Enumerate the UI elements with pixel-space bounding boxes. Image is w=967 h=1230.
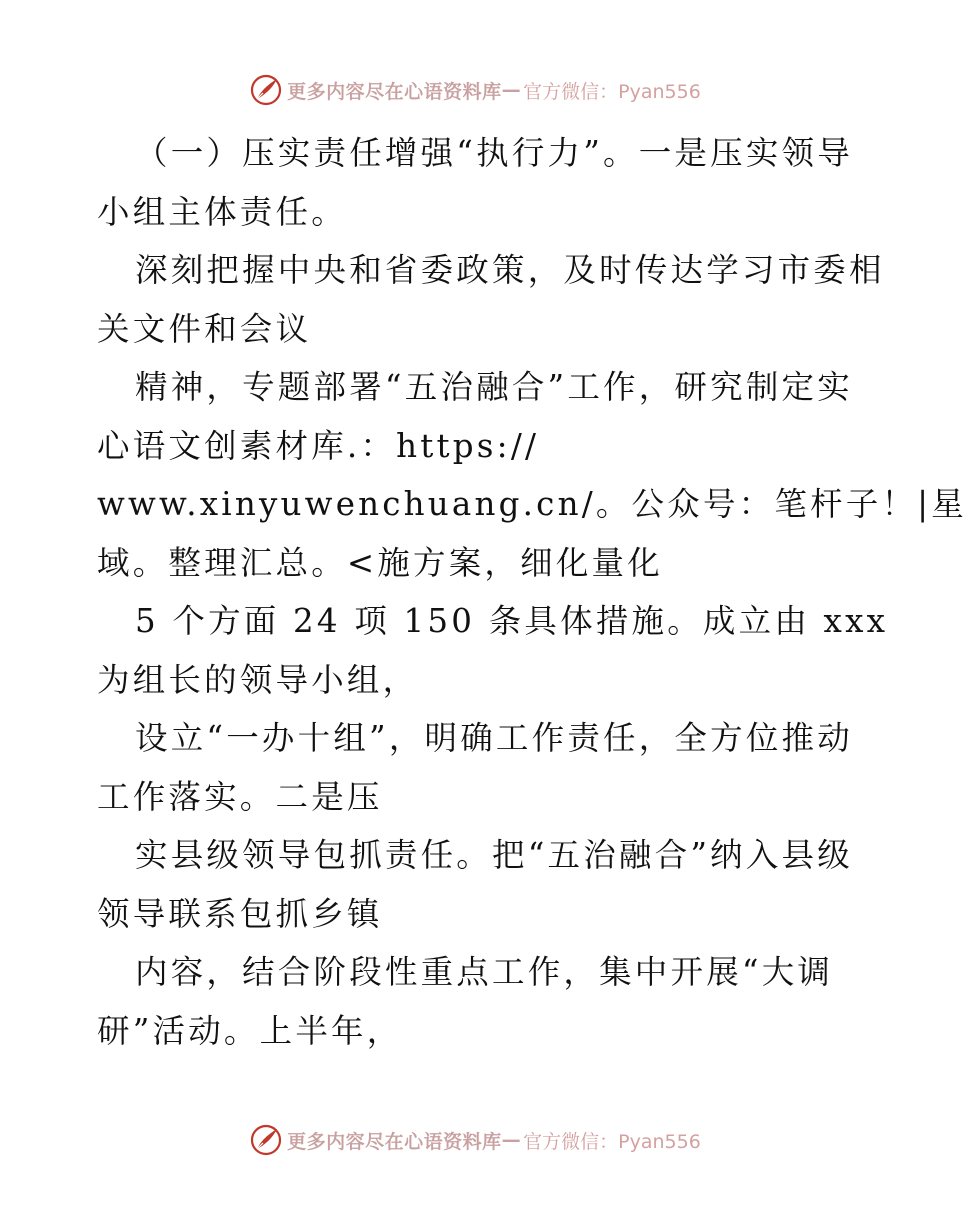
paragraph-line: www.xinyuwenchuang.cn/。公众号：笔杆子！|星 [97,485,967,523]
watermark-wechat: 官方微信：Pyan556 [523,80,701,103]
paragraph-line: 内容，结合阶段性重点工作，集中开展“大调 [135,953,834,991]
paragraph-line: 工作落实。二是压 [97,777,383,816]
paragraph-line: 心语文创素材库.：https:// [97,426,540,465]
paragraph-line: 领导联系包抓乡镇 [97,894,383,933]
watermark-wechat: 官方微信：Pyan556 [523,1130,701,1153]
paragraph-line: 域。整理汇总。<施方案，细化量化 [97,543,663,582]
watermark-dash: — [501,1129,522,1151]
header-watermark [0,70,950,110]
paragraph-line: 深刻把握中央和省委政策，及时传达学习市委相 [135,251,885,289]
paragraph-line: 小组主体责任。 [97,192,347,231]
paragraph-line: 关文件和会议 [97,309,312,348]
quill-logo-icon [249,73,283,107]
watermark-title: 更多内容尽在心语资料库 [287,1130,502,1153]
watermark-dash: — [501,79,522,101]
paragraph-line: 精神，专题部署“五治融合”工作，研究制定实 [135,368,853,406]
paragraph-line: 设立“一办十组”，明确工作责任，全方位推动 [135,719,853,757]
paragraph-line: 为组长的领导小组， [97,660,419,699]
paragraph-line: 实县级领导包抓责任。把“五治融合”纳入县级 [135,836,853,874]
document-body [97,124,967,1060]
paragraph-line: 5 个方面 24 项 150 条具体措施。成立由 xxx [135,602,889,640]
quill-logo-icon [249,1123,283,1157]
footer-watermark [0,1120,950,1160]
paragraph-line: （一）压实责任增强“执行力”。一是压实领导 [135,134,853,172]
paragraph-line: 研”活动。上半年， [97,1011,403,1050]
watermark-title: 更多内容尽在心语资料库 [287,80,502,103]
